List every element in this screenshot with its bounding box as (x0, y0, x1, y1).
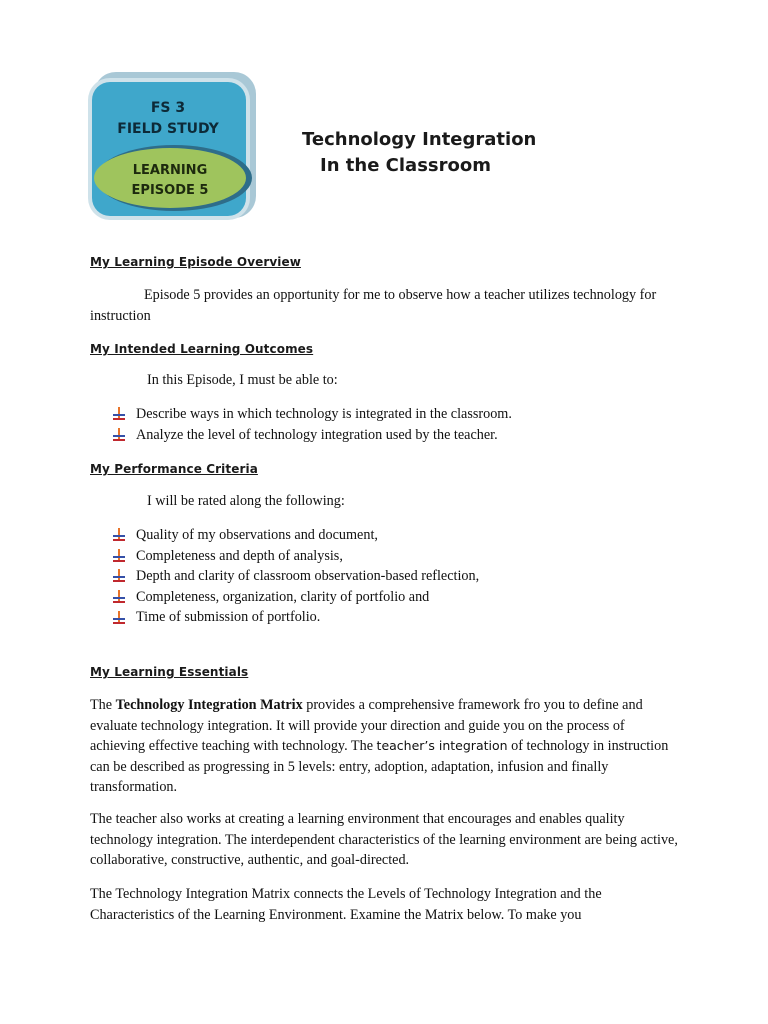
badge-ellipse (94, 148, 246, 208)
bullet-icon (112, 407, 126, 421)
bullet-icon (112, 611, 126, 625)
badge-line1: FS 3 (150, 100, 186, 116)
badge-line4: EPISODE 5 (131, 183, 209, 198)
list-item: Analyze the level of technology integration used by the teacher. (112, 425, 512, 446)
bullet-icon (112, 590, 126, 604)
field-study-badge-logo (86, 70, 256, 220)
essentials-paragraph-3: The Technology Integration Matrix connects the Levels of Technology Integration and the Characteristics of the Learning Environment. Examine the Matrix below. To make you (90, 886, 602, 923)
list-item: Completeness and depth of analysis, (112, 546, 479, 567)
badge-line2: FIELD STUDY (117, 121, 219, 137)
badge-line3: LEARNING (132, 163, 208, 178)
essentials-heading: My Learning Essentials (90, 665, 249, 679)
bullet-icon (112, 549, 126, 563)
title-line2: In the Classroom (320, 155, 491, 176)
page-title (302, 127, 536, 179)
outcomes-heading: My Intended Learning Outcomes (90, 342, 314, 356)
criteria-list (112, 525, 479, 628)
list-item: Describe ways in which technology is integrated in the classroom. (112, 404, 512, 425)
essentials-paragraph-2: The teacher also works at creating a learning environment that encourages and enables quality technology integration. The interdependent characteristics of the learning environment are being active, collaborative, constructive, authentic, and goal-directed. (90, 811, 678, 869)
list-item: Completeness, organization, clarity of portfolio and (112, 587, 479, 608)
outcomes-intro: In this Episode, I must be able to: (147, 372, 338, 388)
bullet-icon (112, 569, 126, 583)
overview-heading: My Learning Episode Overview (90, 255, 301, 269)
bullet-icon (112, 428, 126, 442)
overview-text: Episode 5 provides an opportunity for me to observe how a teacher utilizes technology for instruction (90, 287, 657, 324)
essentials-paragraph-1: The Technology Integration Matrix provides a comprehensive framework fro you to define and evaluate technology integration. It will provide your direction and guide you on the process of achieving effective teaching with technology. The teacher’s integration of technology in instruction can be described as progressing in 5 levels: entry, adoption, adaptation, infusion and finally transformation. (90, 697, 669, 796)
list-item: Quality of my observations and document, (112, 525, 479, 546)
criteria-intro: I will be rated along the following: (147, 493, 345, 509)
bullet-icon (112, 528, 126, 542)
criteria-heading: My Performance Criteria (90, 462, 258, 476)
outcomes-list (112, 404, 512, 445)
title-line1: Technology Integration (302, 129, 537, 150)
list-item: Time of submission of portfolio. (112, 607, 479, 628)
list-item: Depth and clarity of classroom observation-based reflection, (112, 566, 479, 587)
